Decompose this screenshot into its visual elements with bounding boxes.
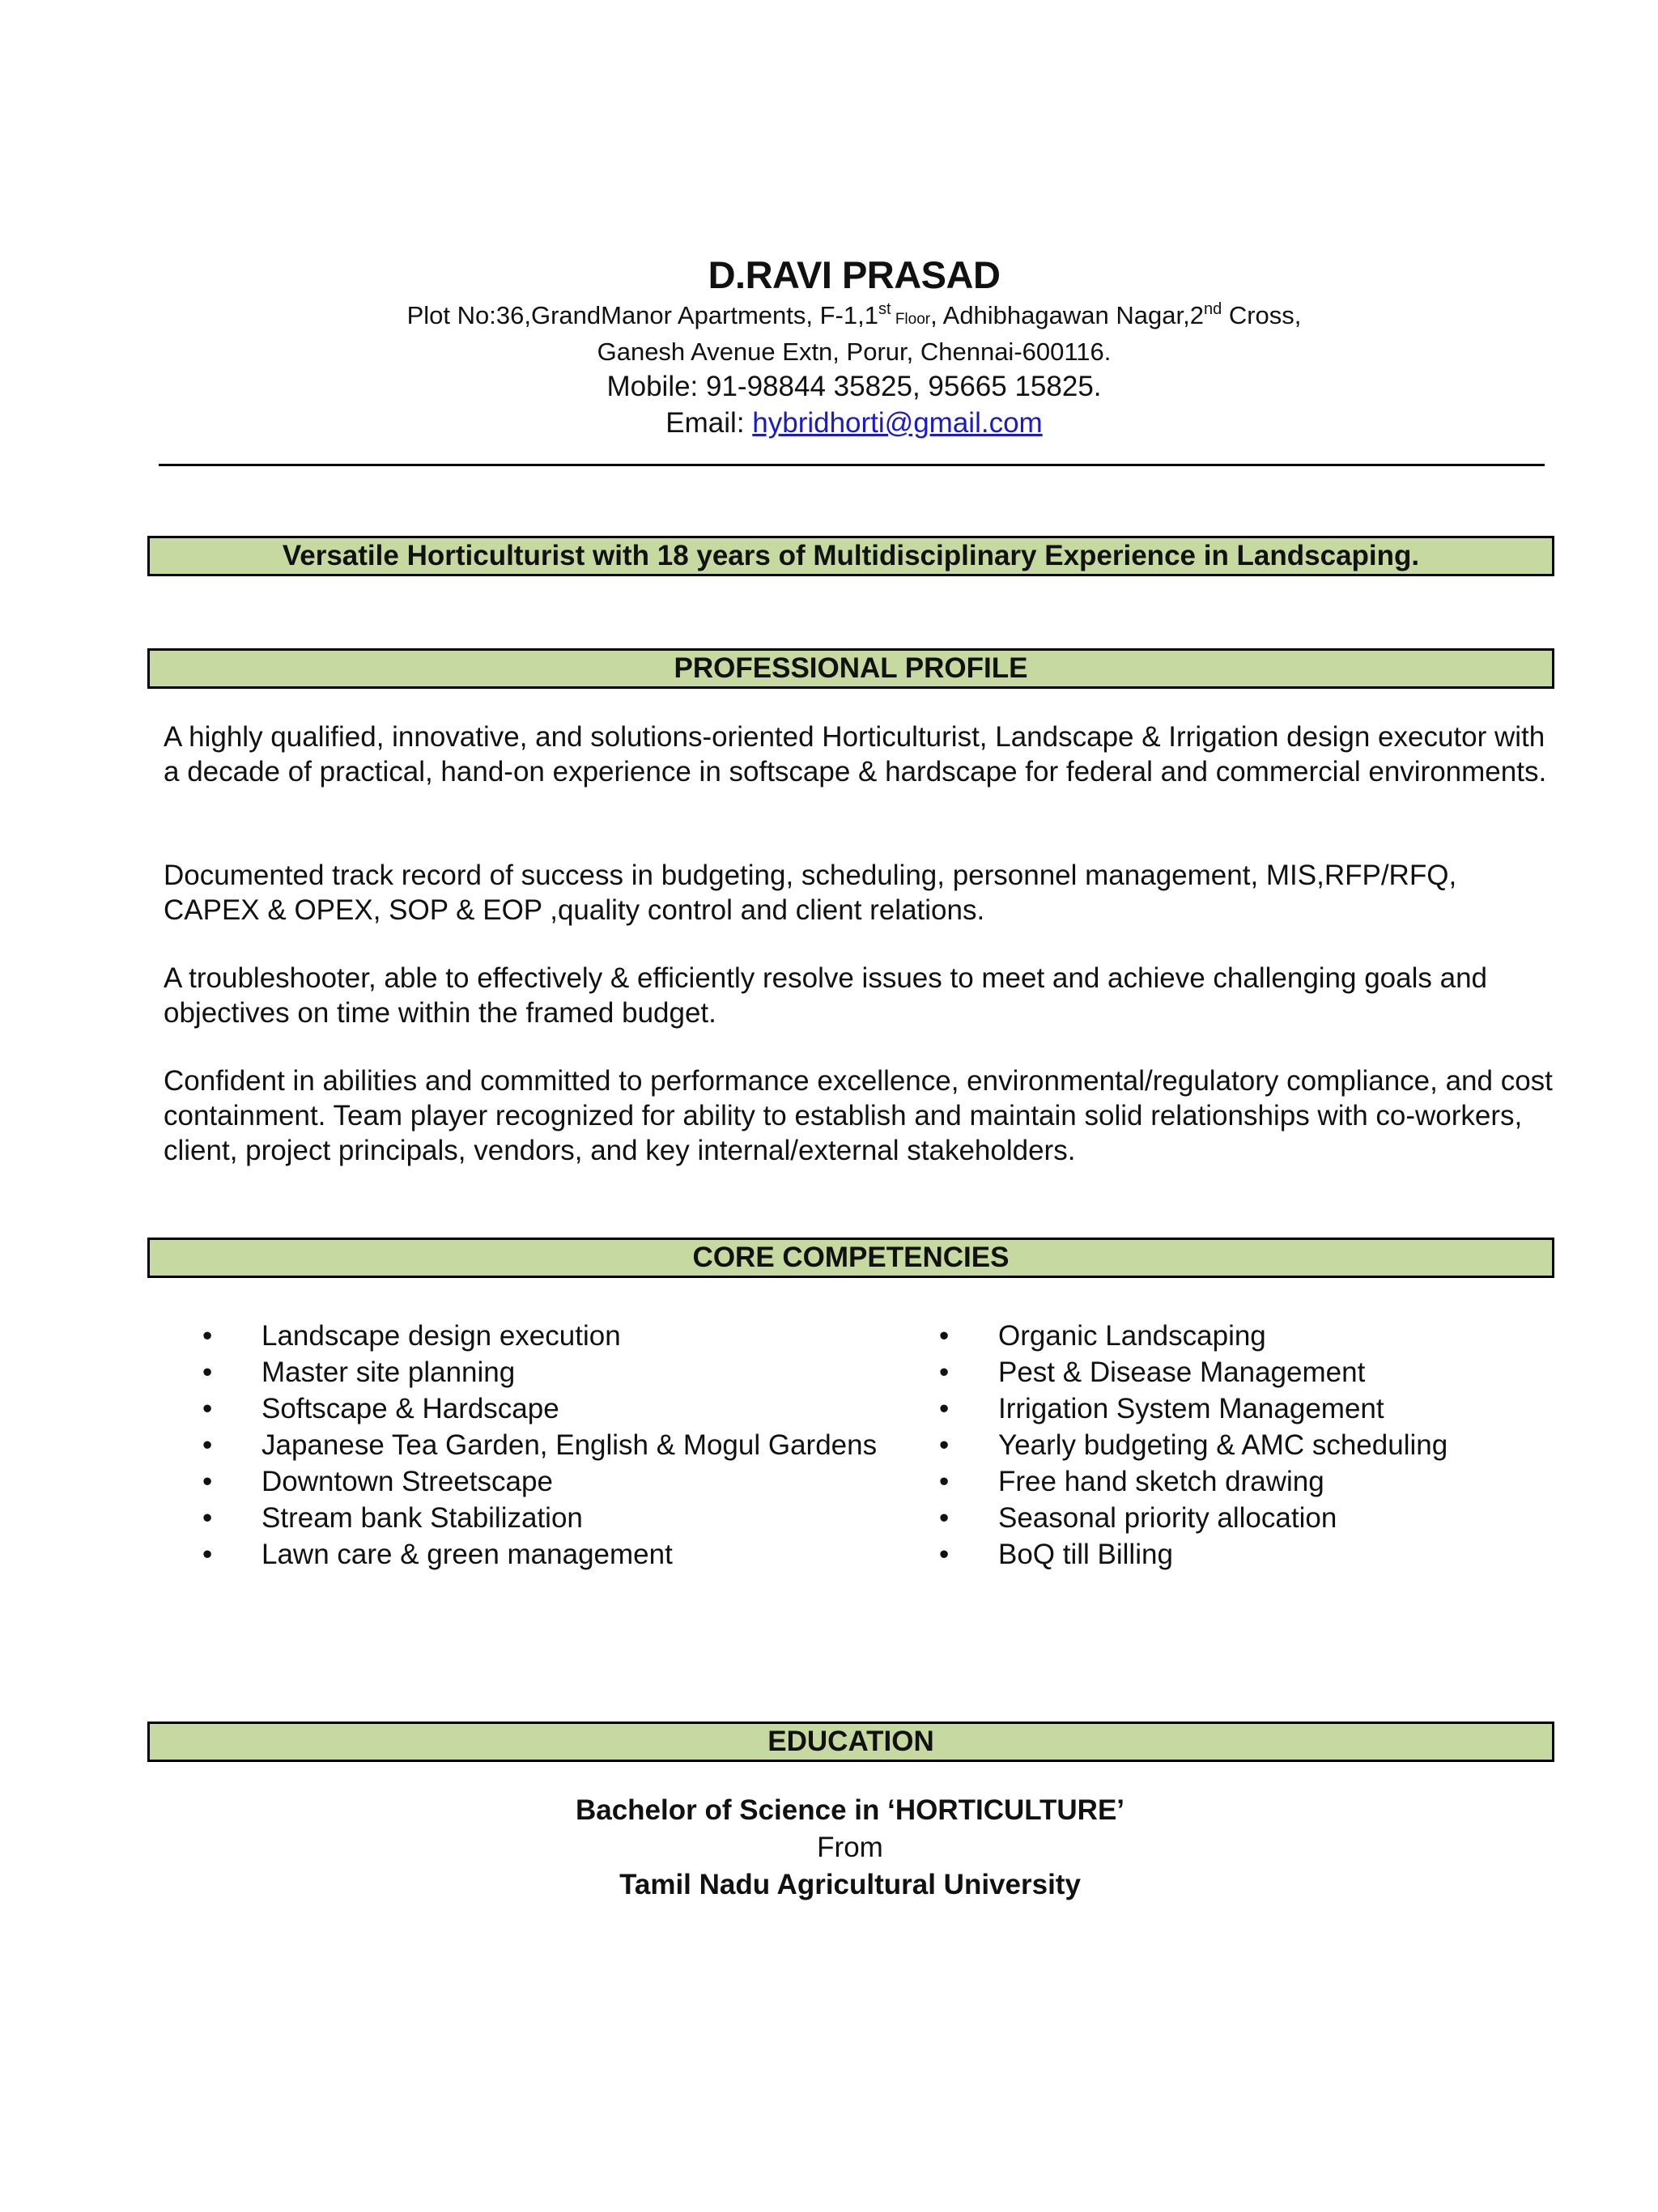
profile-paragraph-4: Confident in abilities and committed to performance excellence, environmental/regulatory compliance, and cost containment. Team player recognized for ability to establish and maintain solid relationships with co-workers, client, project principals, vendors, and key internal/external stakeholders. (164, 1065, 1553, 1166)
address-sup-st: st (878, 300, 891, 318)
address-floor: Floor (891, 311, 931, 328)
profile-paragraph-3: A troubleshooter, able to effectively & efficiently resolve issues to meet and achieve challenging goals and objectives on time within the framed budget. (164, 962, 1488, 1029)
professional-profile-heading: PROFESSIONAL PROFILE (147, 648, 1554, 689)
core-competencies-heading: CORE COMPETENCIES (147, 1238, 1554, 1278)
list-item: • Seasonal priority allocation (900, 1500, 1572, 1536)
email-line (0, 405, 1658, 441)
list-item: • Yearly budgeting & AMC scheduling (900, 1427, 1572, 1463)
education-details (0, 1792, 1658, 1904)
address-line-1 (0, 299, 1658, 336)
degree-from: From (817, 1832, 883, 1863)
list-item: • Downtown Streetscape (164, 1463, 916, 1500)
list-item: • Softscape & Hardscape (164, 1390, 916, 1427)
degree: Bachelor of Science in ‘HORTICULTURE’ (575, 1794, 1125, 1826)
candidate-name: D.RAVI PRASAD (708, 253, 1001, 296)
list-item: • BoQ till Billing (900, 1536, 1572, 1573)
list-item: • Landscape design execution (164, 1318, 916, 1354)
list-item: • Stream bank Stabilization (164, 1500, 916, 1536)
education-heading: EDUCATION (147, 1722, 1554, 1762)
address-line-2: Ganesh Avenue Extn, Porur, Chennai-600116. (597, 338, 1112, 366)
address-part-2: , Adhibhagawan Nagar,2 (930, 301, 1204, 329)
mobile-numbers: Mobile: 91-98844 35825, 95665 15825. (606, 371, 1102, 402)
summary-banner: Versatile Horticulturist with 18 years of Multidisciplinary Experience in Landscaping. (147, 536, 1554, 576)
resume-header (0, 251, 1658, 441)
address-sup-nd: nd (1203, 300, 1222, 318)
list-item: • Irrigation System Management (900, 1390, 1572, 1427)
list-item: • Organic Landscaping (900, 1318, 1572, 1354)
university: Tamil Nadu Agricultural University (619, 1869, 1081, 1900)
email-link[interactable]: hybridhorti@gmail.com (752, 407, 1043, 439)
email-label: Email: (665, 407, 753, 439)
list-item: • Master site planning (164, 1354, 916, 1390)
list-item: • Pest & Disease Management (900, 1354, 1572, 1390)
header-divider (159, 464, 1545, 466)
competencies-right-list (900, 1318, 1572, 1573)
list-item: • Lawn care & green management (164, 1536, 916, 1573)
address-part-3: Cross, (1222, 301, 1302, 329)
list-item: • Free hand sketch drawing (900, 1463, 1572, 1500)
profile-paragraph-1: A highly qualified, innovative, and solutions-oriented Horticulturist, Landscape & Irrigation design executor with a decade of practical, hand-on experience in softscape & hardscape for federal and commercial environments. (164, 721, 1547, 788)
list-item: • Japanese Tea Garden, English & Mogul Gardens (164, 1427, 916, 1463)
profile-paragraph-2: Documented track record of success in budgeting, scheduling, personnel management, MIS,RFP/RFQ, CAPEX & OPEX, SOP & EOP ,quality control and client relations. (164, 860, 1457, 926)
address-part-1: Plot No:36,GrandManor Apartments, F-1,1 (406, 301, 878, 329)
competencies-left-list (164, 1318, 916, 1573)
